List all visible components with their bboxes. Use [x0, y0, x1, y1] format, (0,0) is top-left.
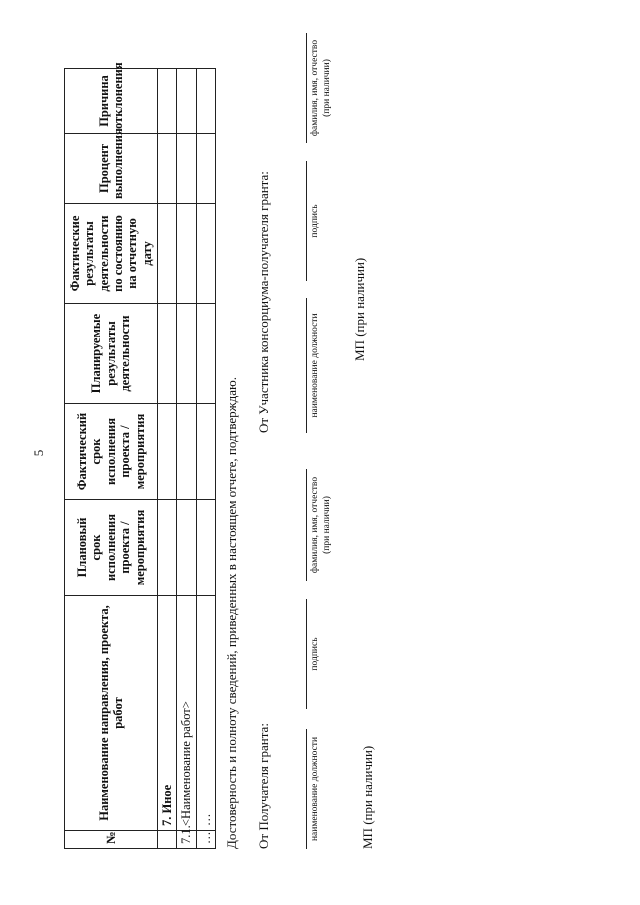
- header-actual-results: Фактические результаты деятельности по состоянию на отчетную дату: [65, 204, 158, 304]
- consortium-name-caption: фамилия, имя, отчество (при наличии): [306, 33, 334, 143]
- table-header-row: [65, 69, 158, 849]
- header-deviation-reason: Причина отклонения: [65, 69, 158, 134]
- grantee-signature-caption: подпись: [306, 599, 322, 709]
- row-name: <Наименование работ>: [177, 596, 196, 831]
- header-planned-term: Плановый срок исполнения проекта / мероприятия: [65, 500, 158, 596]
- section-number-cell: [158, 831, 177, 849]
- consortium-position-caption: наименование должности: [306, 298, 322, 433]
- row-number: 7.1.: [177, 831, 196, 849]
- row-name: …: [196, 596, 215, 831]
- header-planned-results: Планируемые результаты деятельности: [65, 304, 158, 404]
- consortium-signature-caption: подпись: [306, 161, 322, 281]
- section-title: 7. Иное: [158, 596, 177, 831]
- table-row: [177, 69, 196, 849]
- header-number: №: [65, 831, 158, 849]
- table-row: [196, 69, 215, 849]
- grantee-seal: МП (при наличии): [360, 745, 375, 849]
- consortium-label: От Участника консорциума-получателя гранта:: [256, 171, 271, 433]
- grantee-label: От Получателя гранта:: [256, 723, 271, 849]
- grantee-position-caption: наименование должности: [306, 729, 322, 849]
- grantee-signature-block: [306, 469, 358, 849]
- header-name: Наименование направления, проекта, работ: [65, 596, 158, 831]
- consortium-signature-block: [306, 33, 358, 433]
- page-number: 5: [31, 449, 46, 457]
- row-number: …: [196, 831, 215, 849]
- report-table: [64, 62, 216, 849]
- consortium-seal: МП (при наличии): [352, 257, 367, 361]
- header-actual-term: Фактический срок исполнения проекта / мероприятия: [65, 404, 158, 500]
- header-percent: Процент выполнения: [65, 134, 158, 204]
- grantee-name-caption: фамилия, имя, отчество (при наличии): [306, 469, 334, 581]
- certification-text: Достоверность и полноту сведений, приведенных в настоящем отчете, подтверждаю.: [224, 377, 239, 849]
- section-row: [158, 69, 177, 849]
